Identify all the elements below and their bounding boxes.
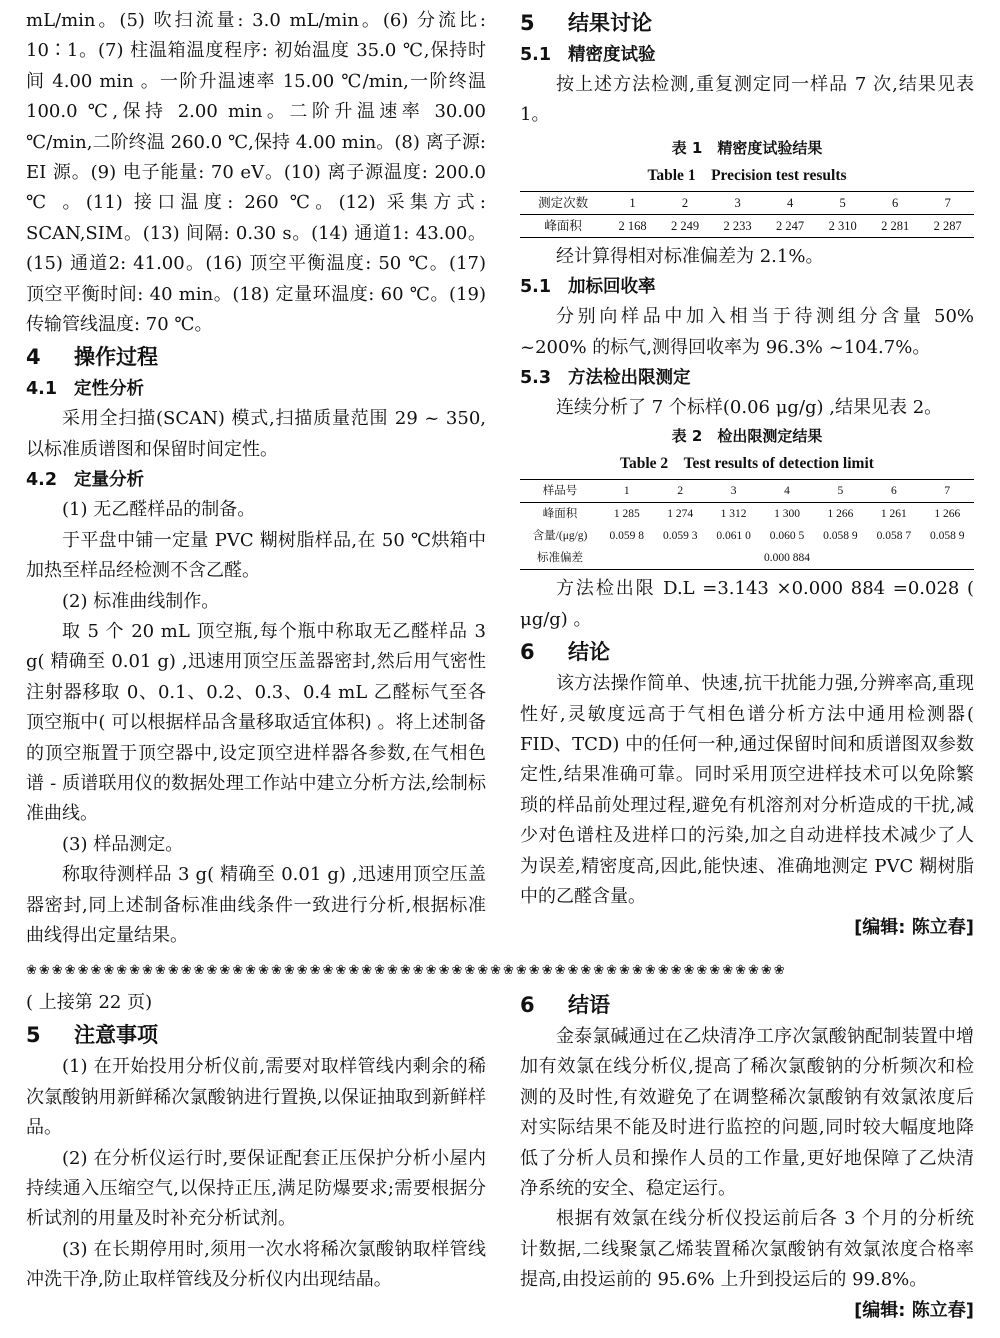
step-1-label: (1) 无乙醛样品的制备。: [62, 499, 256, 521]
closing-paragraph-1: 金泰氯碱通过在乙炔清净工序次氯酸钠配制装置中增加有效氯在线分析仪,提高了稀次氯酸钠的分析频次和检测的及时性,有效避免了在调整稀次氯酸钠有效氯浓度后对实际结果不能及时进行监控的问题,同时较大幅度地降低了分析人员和操作人员的工作量,更好地保障了乙炔清净系统的安全、稳定运行。: [520, 1026, 974, 1200]
section-4-heading: 4 操作过程: [26, 345, 158, 370]
step-1-paragraph: 于平盘中铺一定量 PVC 糊树脂样品,在 50 ℃烘箱中加热至样品经检测不含乙醛。: [26, 529, 486, 582]
table-2-caption-en: Table 2 Test results of detection limit: [620, 455, 874, 473]
continuation-note: ( 上接第 22 页): [26, 992, 153, 1013]
detection-limit-table: [520, 479, 974, 570]
table-row: 峰面积 1 285 1 274 1 312 1 300 1 266 1 261 1 266: [542, 508, 961, 521]
rsd-result-paragraph: 经计算得相对标准偏差为 2.1%。: [556, 245, 824, 267]
table-2-caption-cn: 表 2 检出限测定结果: [671, 427, 823, 446]
table-row: 标准偏差 0.000 884: [520, 547, 974, 570]
table-row: 含量/(μg/g) 0.059 8 0.059 3 0.061 0 0.060 5 0.058 9 0.058 7 0.058 9: [532, 530, 965, 543]
conclusion-paragraph: 该方法操作简单、快速,抗干扰能力强,分辨率高,重现性好,灵敏度远高于气相色谱分析方法中通用检测器( FID、TCD) 中的任何一种,通过保留时间和质谱图双参数定性,结果准确可靠。同时采用顶空进样技术可以免除繁琐的样品前处理过程,避免有机溶剂对分析造成的干扰,减少对色谱柱及进样口的污染,加之自动进样技术减少了人为误差,精密度高,因此,能快速、准确地测定 PVC 糊树脂中的乙醛含量。: [520, 673, 974, 908]
detection-limit-intro-paragraph: 连续分析了 7 个标样(0.06 μg/g) ,结果见表 2。: [556, 397, 943, 419]
instrument-conditions-paragraph: mL/min。(5) 吹扫流量: 3.0 mL/min。(6) 分流比: 10∶1。(7) 柱温箱温度程序: 初始温度 35.0 ℃,保持时间 4.00 min 。一阶升温速率 15.00 ℃/min,一阶终温 100.0 ℃,保持 2.00 min。二阶升温速率 30.00 ℃/min,二阶终温 260.0 ℃,保持 4.00 min。(8) 离子源: EI 源。(9) 电子能量: 70 eV。(10) 离子源温度: 200.0 ℃ 。(11) 接口温度: 260 ℃。(12) 采集方式: SCAN,SIM。(13) 间隔: 0.30 s。(14) 通道1: 43.00。(15) 通道2: 41.00。(16) 顶空平衡温度: 50 ℃。(17) 顶空平衡时间: 40 min。(18) 定量环温度: 60 ℃。(19) 传输管线温度: 70 ℃。: [26, 10, 486, 336]
table-row: 测定次数 1 2 3 4 5 6 7: [520, 191, 974, 214]
floral-divider: ❀❀❀❀❀❀❀❀❀❀❀❀❀❀❀❀❀❀❀❀❀❀❀❀❀❀❀❀❀❀❀❀❀❀❀❀❀❀❀❀❀❀❀❀❀❀❀❀❀❀❀❀❀❀❀❀❀❀❀: [26, 963, 787, 978]
section-6-heading: 6 结论: [520, 640, 610, 665]
table-1-caption-en: Table 1 Precision test results: [647, 166, 847, 184]
table-1-caption-cn: 表 1 精密度试验结果: [671, 138, 823, 157]
editor-credit: [编辑: 陈立春]: [854, 916, 974, 938]
bottom-right-column: [520, 988, 974, 1326]
top-left-column: [26, 6, 486, 951]
note-2-paragraph: (2) 在分析仪运行时,要保证配套正压保护分析小屋内持续通入压缩空气,以保持正压,满足防爆要求;需要根据分析试剂的用量及时补充分析试剂。: [26, 1147, 486, 1230]
detection-limit-result-paragraph: 方法检出限 D.L =3.143 ×0.000 884 =0.028 ( μg/g) 。: [520, 578, 974, 630]
step-3-label: (3) 样品测定。: [62, 833, 184, 855]
note-1-paragraph: (1) 在开始投用分析仪前,需要对取样管线内剩余的稀次氯酸钠用新鲜稀次氯酸钠进行置换,以保证抽取到新鲜样品。: [26, 1056, 486, 1139]
section-4-1-heading: 4.1 定性分析: [26, 379, 144, 400]
table-row: 峰面积 2 168 2 249 2 233 2 247 2 310 2 281 2 287: [520, 214, 974, 237]
bottom-left-column: [26, 988, 486, 1296]
section-4-2-heading: 4.2 定量分析: [26, 470, 144, 491]
section-5-3-heading: 5.3 方法检出限测定: [520, 368, 691, 389]
section-5-2-heading: 5.1 加标回收率: [520, 277, 656, 298]
closing-section-heading: 6 结语: [520, 993, 610, 1017]
step-2-paragraph: 取 5 个 20 mL 顶空瓶,每个瓶中称取无乙醛样品 3 g( 精确至 0.01 g) ,迅速用顶空压盖器密封,然后用气密性注射器移取 0、0.1、0.2、0.3、0.4 mL 乙醛标气至各顶空瓶中( 可以根据样品含量移取适宜体积) 。将上述制备的顶空瓶置于顶空器中,设定顶空进样器各参数,在气相色谱 - 质谱联用仪的数据处理工作站中建立分析方法,绘制标准曲线。: [26, 620, 486, 825]
precision-intro-paragraph: 按上述方法检测,重复测定同一样品 7 次,结果见表 1。: [520, 74, 974, 126]
editor-credit-bottom: [编辑: 陈立春]: [854, 1299, 974, 1321]
table-row: 样品号 1 2 3 4 5 6 7: [520, 480, 974, 503]
section-5-1-heading: 5.1 精密度试验: [520, 45, 656, 65]
notes-section-heading: 5 注意事项: [26, 1023, 158, 1048]
section-5-heading: 5 结果讨论: [520, 11, 652, 35]
recovery-paragraph: 分别向样品中加入相当于待测组分含量 50% ~200% 的标气,测得回收率为 96.3% ~104.7%。: [520, 306, 974, 358]
step-2-label: (2) 标准曲线制作。: [62, 590, 220, 612]
note-3-paragraph: (3) 在长期停用时,须用一次水将稀次氯酸钠取样管线冲洗干净,防止取样管线及分析仪内出现结晶。: [26, 1238, 486, 1291]
closing-paragraph-2: 根据有效氯在线分析仪投运前后各 3 个月的分析统计数据,二线聚氯乙烯装置稀次氯酸钠有效氯浓度合格率提高,由投运前的 95.6% 上升到投运后的 99.8%。: [520, 1208, 974, 1291]
step-3-paragraph: 称取待测样品 3 g( 精确至 0.01 g) ,迅速用顶空压盖器密封,同上述制备标准曲线条件一致进行分析,根据标准曲线得出定量结果。: [26, 864, 486, 946]
precision-table: [520, 191, 974, 238]
top-right-column: [520, 6, 974, 943]
qualitative-analysis-paragraph: 采用全扫描(SCAN) 模式,扫描质量范围 29 ~ 350,以标准质谱图和保留时间定性。: [26, 408, 486, 460]
